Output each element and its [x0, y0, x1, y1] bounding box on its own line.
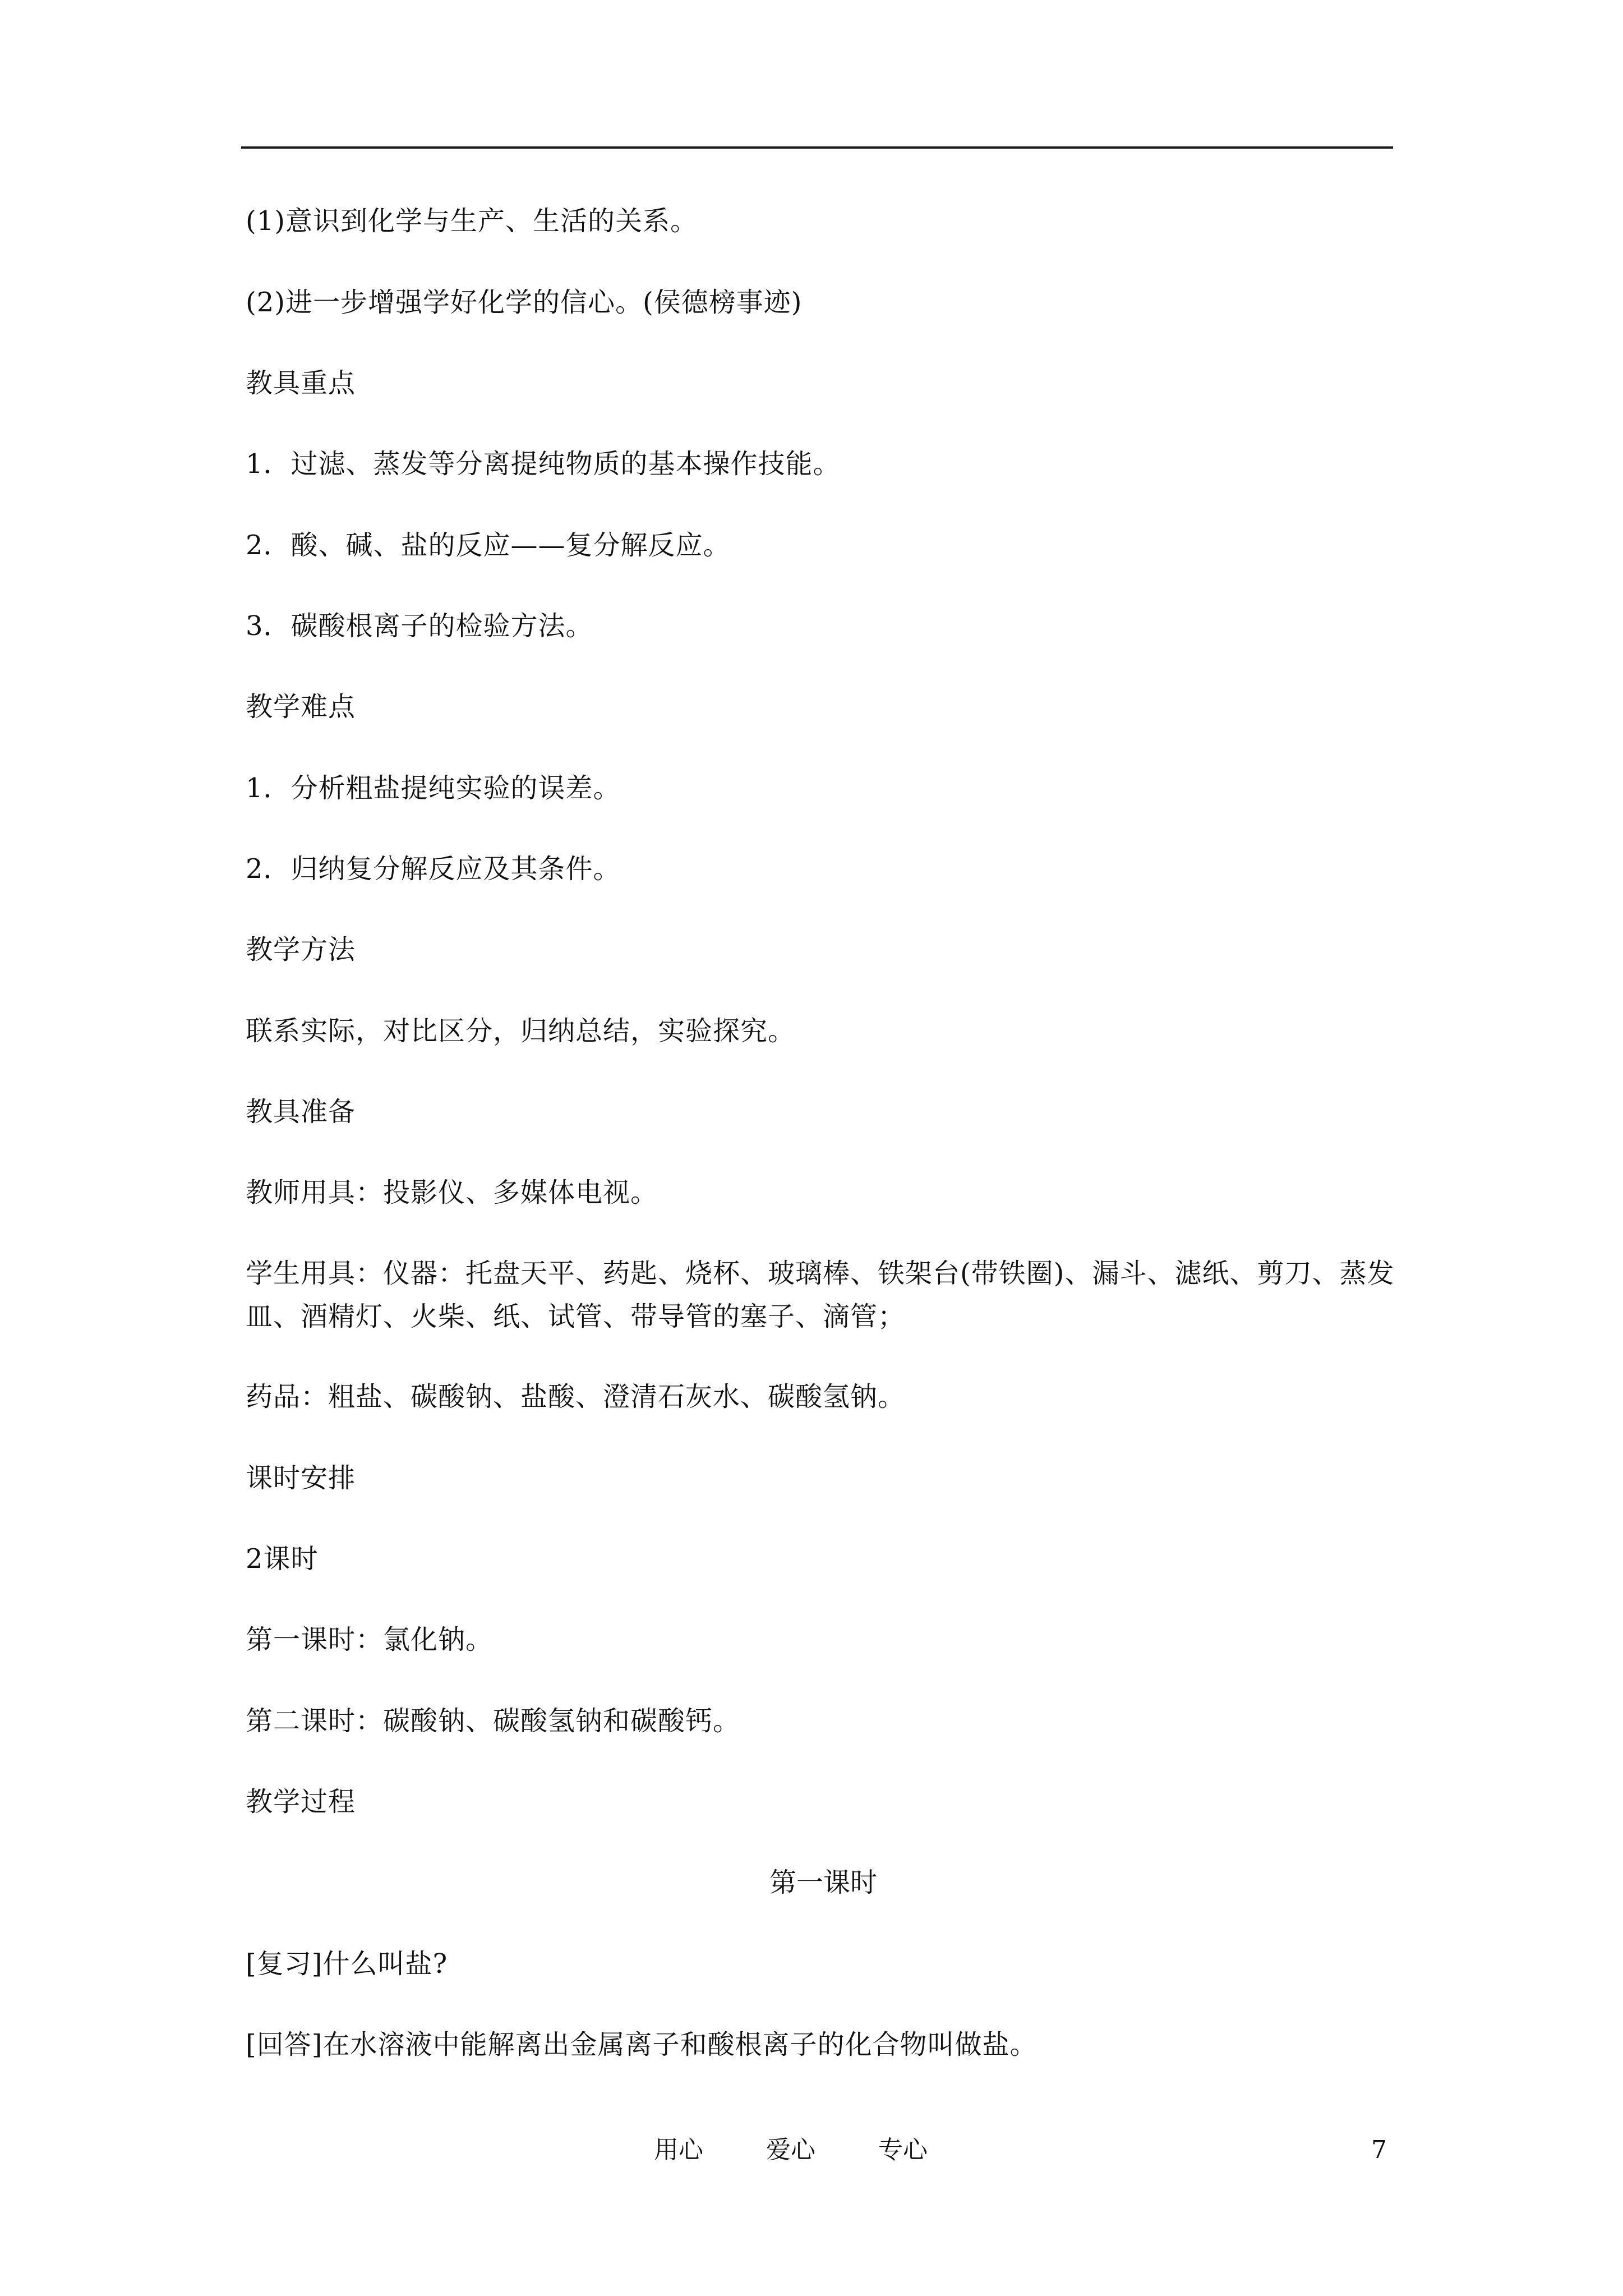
list-item: 1．过滤、蒸发等分离提纯物质的基本操作技能。 — [246, 448, 841, 480]
paragraph: 第二课时：碳酸钠、碳酸氢钠和碳酸钙。 — [246, 1705, 741, 1737]
section-heading: 教具准备 — [246, 1096, 356, 1128]
header-rule — [241, 146, 1393, 149]
footer-slogan: 专心 — [878, 2136, 928, 2164]
page-number: 7 — [1371, 2136, 1387, 2164]
paragraph: (1)意识到化学与生产、生活的关系。 — [246, 205, 698, 237]
section-heading: 课时安排 — [246, 1462, 356, 1494]
section-heading: 教学过程 — [246, 1786, 356, 1818]
paragraph: (2)进一步增强学好化学的信心。(侯德榜事迹) — [246, 287, 803, 318]
list-item: 3．碳酸根离子的检验方法。 — [246, 610, 593, 642]
list-item: 2．归纳复分解反应及其条件。 — [246, 853, 621, 885]
list-item: 1．分析粗盐提纯实验的误差。 — [246, 772, 621, 804]
footer-slogan: 用心 — [654, 2136, 703, 2164]
footer-slogan: 爱心 — [766, 2136, 815, 2164]
lesson-title: 第一课时 — [769, 1867, 877, 1898]
paragraph: 第一课时：氯化钠。 — [246, 1624, 494, 1655]
paragraph: [复习]什么叫盐? — [246, 1948, 448, 1980]
paragraph: 教师用具：投影仪、多媒体电视。 — [246, 1177, 658, 1208]
paragraph: 药品：粗盐、碳酸钠、盐酸、澄清石灰水、碳酸氢钠。 — [246, 1381, 906, 1412]
section-heading: 教具重点 — [246, 367, 356, 399]
paragraph: 联系实际，对比区分，归纳总结，实验探究。 — [246, 1015, 796, 1047]
list-item: 2．酸、碱、盐的反应——复分解反应。 — [246, 530, 731, 561]
paragraph: 2课时 — [246, 1543, 319, 1575]
paragraph: 学生用具：仪器：托盘天平、药匙、烧杯、玻璃棒、铁架台(带铁圈)、漏斗、滤纸、剪刀、蒸发皿、酒精灯、火柴、纸、试管、带导管的塞子、滴管； — [246, 1258, 1395, 1332]
section-heading: 教学方法 — [246, 934, 356, 965]
section-heading: 教学难点 — [246, 691, 356, 723]
paragraph: [回答]在水溶液中能解离出金属离子和酸根离子的化合物叫做盐。 — [246, 2029, 1038, 2060]
